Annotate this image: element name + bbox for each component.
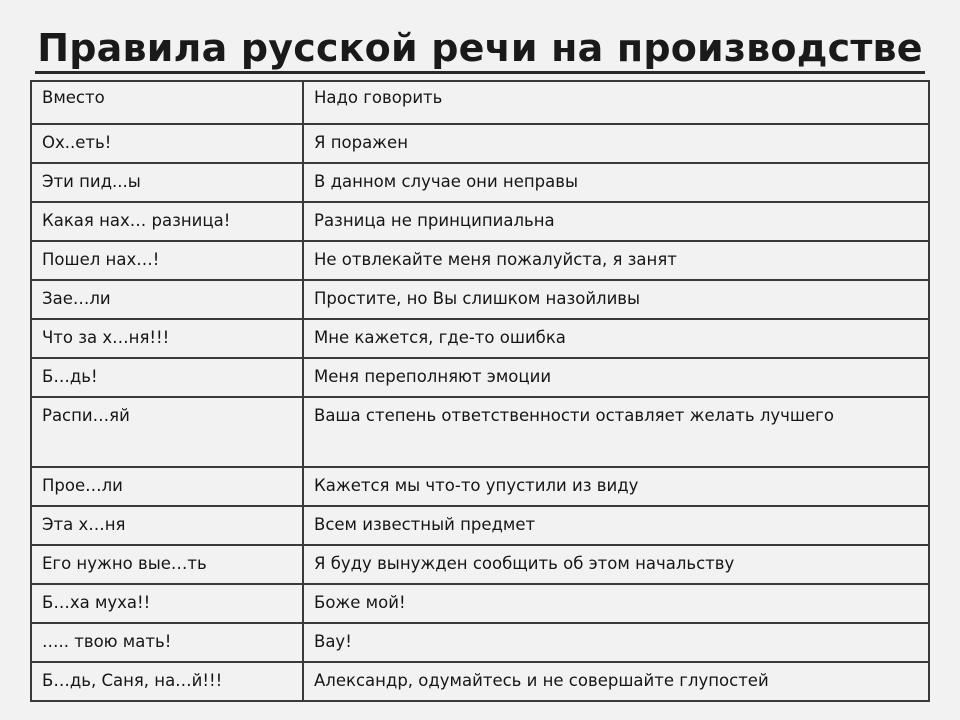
- title-container: [0, 26, 960, 74]
- table-row: [31, 467, 929, 506]
- instead-cell: Б…дь!: [31, 358, 303, 397]
- table-row: [31, 241, 929, 280]
- table-row: [31, 623, 929, 662]
- header-say: Надо говорить: [303, 81, 929, 124]
- table-row: [31, 280, 929, 319]
- instead-cell: Ох..еть!: [31, 124, 303, 163]
- page-title: Правила русской речи на производстве: [35, 26, 925, 74]
- table-row: [31, 545, 929, 584]
- say-cell: Я буду вынужден сообщить об этом начальству: [303, 545, 929, 584]
- say-cell: Не отвлекайте меня пожалуйста, я занят: [303, 241, 929, 280]
- instead-cell: Б…ха муха!!: [31, 584, 303, 623]
- say-cell: В данном случае они неправы: [303, 163, 929, 202]
- instead-cell: Его нужно вые…ть: [31, 545, 303, 584]
- say-cell: Ваша степень ответственности оставляет желать лучшего: [303, 397, 929, 467]
- table-row: [31, 124, 929, 163]
- table-row: [31, 358, 929, 397]
- instead-cell: Эти пид...ы: [31, 163, 303, 202]
- say-cell: Александр, одумайтесь и не совершайте глупостей: [303, 662, 929, 701]
- say-cell: Я поражен: [303, 124, 929, 163]
- table-row: [31, 506, 929, 545]
- instead-cell: Эта х…ня: [31, 506, 303, 545]
- rules-table: [30, 80, 930, 702]
- say-cell: Разница не принципиальна: [303, 202, 929, 241]
- say-cell: Меня переполняют эмоции: [303, 358, 929, 397]
- table-row: [31, 319, 929, 358]
- say-cell: Вау!: [303, 623, 929, 662]
- table-row: [31, 397, 929, 467]
- table-row: [31, 202, 929, 241]
- say-cell: Боже мой!: [303, 584, 929, 623]
- say-cell: Всем известный предмет: [303, 506, 929, 545]
- say-cell: Мне кажется, где-то ошибка: [303, 319, 929, 358]
- say-cell: Кажется мы что-то упустили из виду: [303, 467, 929, 506]
- table-header-row: [31, 81, 929, 124]
- instead-cell: Прое…ли: [31, 467, 303, 506]
- header-instead: Вместо: [31, 81, 303, 124]
- instead-cell: Б…дь, Саня, на…й!!!: [31, 662, 303, 701]
- instead-cell: ….. твою мать!: [31, 623, 303, 662]
- instead-cell: Зае…ли: [31, 280, 303, 319]
- table-row: [31, 163, 929, 202]
- instead-cell: Что за х…ня!!!: [31, 319, 303, 358]
- instead-cell: Распи…яй: [31, 397, 303, 467]
- table-row: [31, 584, 929, 623]
- instead-cell: Какая нах… разница!: [31, 202, 303, 241]
- instead-cell: Пошел нах…!: [31, 241, 303, 280]
- say-cell: Простите, но Вы слишком назойливы: [303, 280, 929, 319]
- table-row: [31, 662, 929, 701]
